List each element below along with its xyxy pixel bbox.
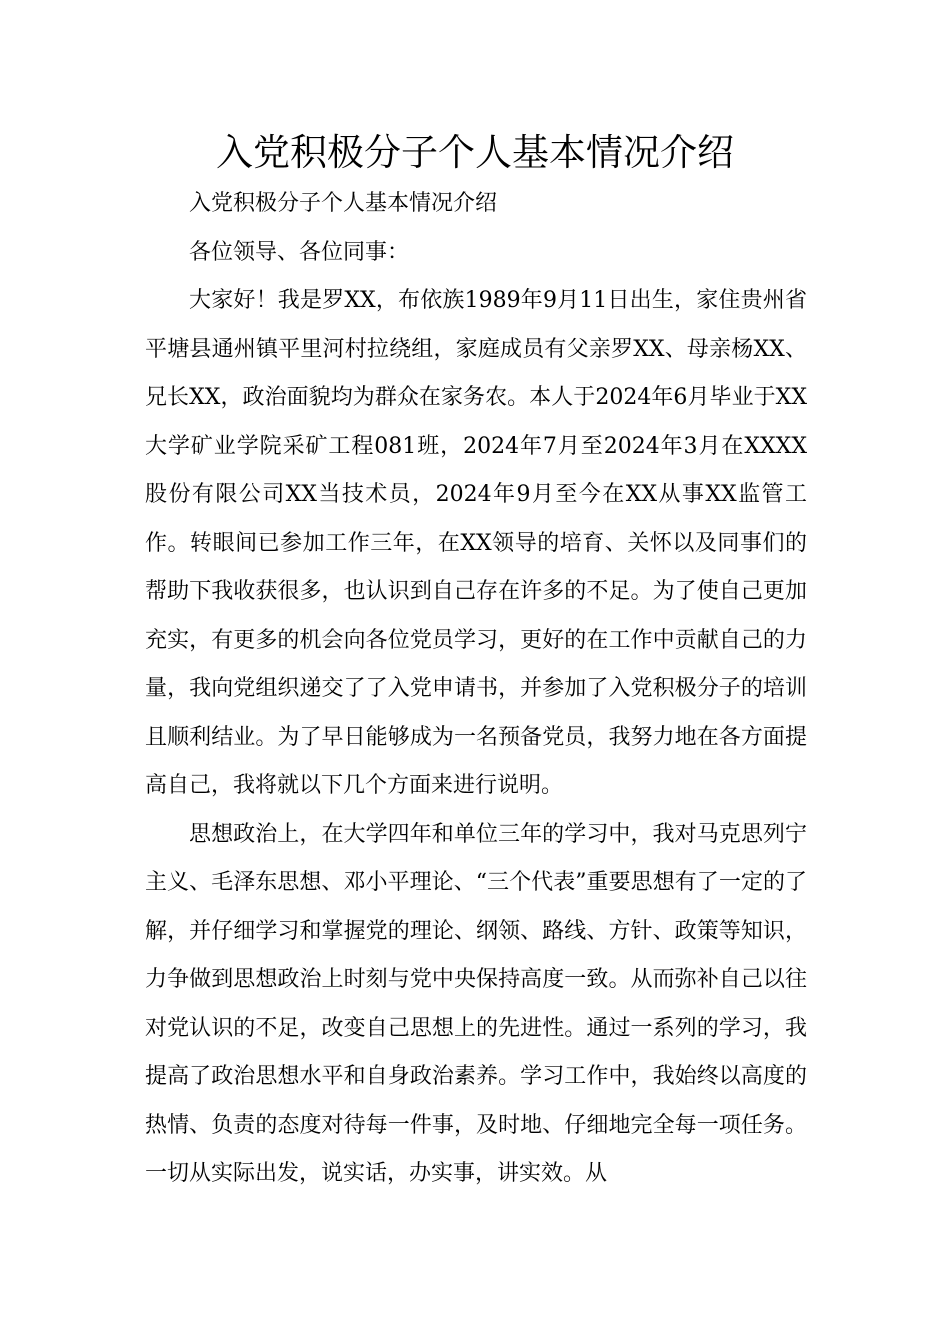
document-title: 入党积极分子个人基本情况介绍 bbox=[216, 131, 734, 174]
paragraph-political-thought: 思想政治上，在大学四年和单位三年的学习中，我对马克思列宁主义、毛泽东思想、邓小平理论、“三个代表”重要思想有了一定的了解，并仔细学习和掌握党的理论、纲领、路线、方针、政策等知识，力争做到思想政治上时刻与党中央保持高度一致。从而弥补自己以往对党认识的不足，改变自己思想上的先进性。通过一系列的学习，我提高了政治思想水平和自身政治素养。学习工作中，我始终以高度的热情、负责的态度对待每一件事，及时地、仔细地完全每一项任务。一切从实际出发，说实话，办实事，讲实效。从 bbox=[145, 821, 807, 1186]
document-subtitle: 入党积极分子个人基本情况介绍 bbox=[189, 191, 498, 216]
salutation: 各位领导、各位同事： bbox=[189, 239, 410, 265]
document-body bbox=[145, 180, 807, 1199]
paragraph-introduction: 大家好！我是罗XX，布依族1989年9月11日出生，家住贵州省平塘县通州镇平里河村拉绕组，家庭成员有父亲罗XX、母亲杨XX、兄长XX，政治面貌均为群众在家务农。本人于2024年6月毕业于XX大学矿业学院采矿工程081班，2024年7月至2024年3月在XXXX股份有限公司XX当技术员，2024年9月至今在XX从事XX监管工作。转眼间已参加工作三年，在XX领导的培育、关怀以及同事们的帮助下我收获很多，也认识到自己存在许多的不足。为了使自己更加充实，有更多的机会向各位党员学习，更好的在工作中贡献自己的力量，我向党组织递交了了入党申请书，并参加了入党积极分子的培训且顺利结业。为了早日能够成为一名预备党员，我努力地在各方面提高自己，我将就以下几个方面来进行说明。 bbox=[145, 288, 807, 798]
